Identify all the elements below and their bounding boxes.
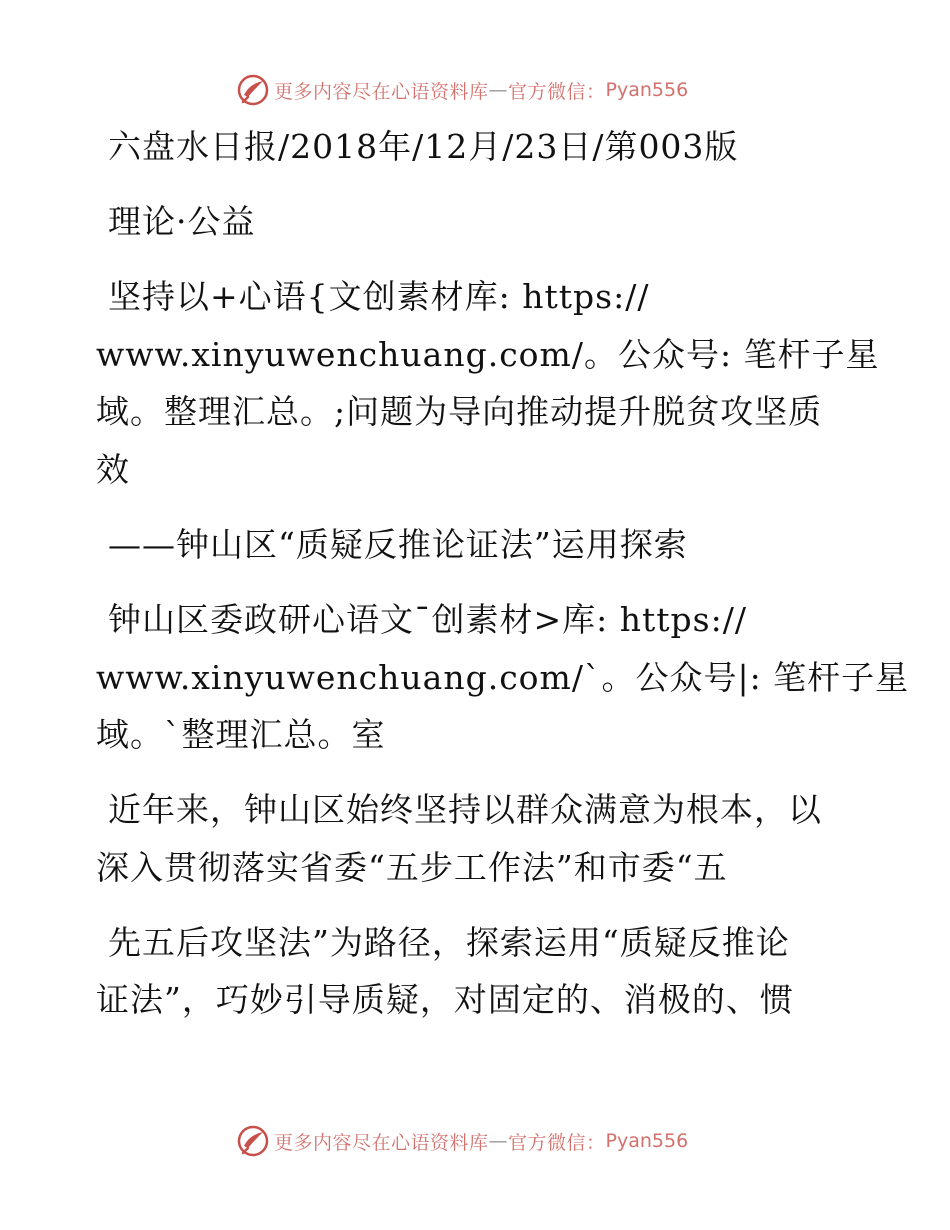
title-line: 域。整理汇总。;问题为导向推动提升脱贫攻坚质 bbox=[96, 392, 823, 431]
author-line: 钟山区委政研心语文¯创素材>库: https:// bbox=[108, 600, 747, 639]
author-line: www.xinyuwenchuang.com/`。公众号|: 笔杆子星 bbox=[96, 658, 910, 697]
pen-logo-icon bbox=[236, 73, 270, 107]
watermark-wechat-id: Pyan556 bbox=[605, 79, 689, 101]
title-line: www.xinyuwenchuang.com/。公众号: 笔杆子星 bbox=[96, 335, 880, 374]
subtitle: ——钟山区“质疑反推论证法”运用探索 bbox=[108, 525, 688, 564]
watermark-wechat-id: Pyan556 bbox=[605, 1130, 689, 1152]
watermark-label: 官方微信： bbox=[508, 1131, 606, 1154]
footer-watermark bbox=[236, 1124, 688, 1158]
body-line: 深入贯彻落实省委“五步工作法”和市委“五 bbox=[96, 848, 728, 887]
pen-logo-icon bbox=[236, 1124, 270, 1158]
watermark-text: 更多内容尽在心语资料库 bbox=[274, 80, 489, 103]
watermark-text: 更多内容尽在心语资料库 bbox=[274, 1131, 489, 1154]
title-line: 坚持以+心语{文创素材库: https:// bbox=[108, 277, 650, 316]
watermark-separator: — bbox=[488, 79, 509, 101]
watermark-separator: — bbox=[488, 1130, 509, 1152]
section-label: 理论·公益 bbox=[108, 202, 256, 241]
watermark-label: 官方微信： bbox=[508, 80, 606, 103]
body-line: 先五后攻坚法”为路径，探索运用“质疑反推论 bbox=[108, 923, 790, 962]
source-line: 六盘水日报/2018年/12月/23日/第003版 bbox=[108, 127, 739, 166]
body-line: 证法”，巧妙引导质疑，对固定的、消极的、惯 bbox=[96, 980, 794, 1019]
header-watermark bbox=[236, 73, 688, 107]
body-line: 近年来，钟山区始终坚持以群众满意为根本，以 bbox=[108, 790, 822, 829]
title-line: 效 bbox=[96, 450, 130, 489]
author-line: 域。`整理汇总。室 bbox=[96, 715, 386, 754]
